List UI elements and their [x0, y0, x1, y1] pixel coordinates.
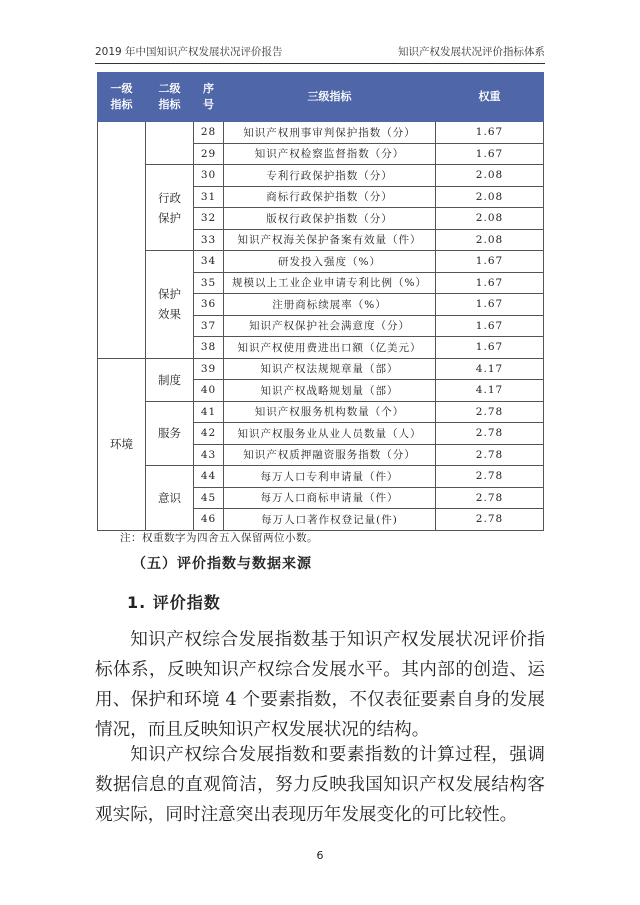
level2-cell: 服务 — [146, 401, 194, 466]
indicator-name-cell: 知识产权服务业从业人员数量（人） — [224, 423, 436, 445]
table-row — [98, 401, 544, 423]
header-report-title: 2019 年中国知识产权发展状况评价报告 — [95, 46, 283, 58]
indicator-name-cell: 知识产权海关保护备案有效量（件） — [224, 229, 436, 251]
weight-cell: 2.78 — [436, 423, 544, 445]
weight-cell: 1.67 — [436, 251, 544, 273]
seq-cell: 42 — [194, 423, 224, 445]
weight-cell: 2.08 — [436, 208, 544, 230]
weight-cell: 1.67 — [436, 143, 544, 165]
indicator-name-cell: 研发投入强度（%） — [224, 251, 436, 273]
header-level2: 二级 指标 — [146, 73, 194, 122]
weight-cell: 4.17 — [436, 358, 544, 380]
weight-cell: 2.78 — [436, 487, 544, 509]
weight-cell: 1.67 — [436, 272, 544, 294]
indicator-name-cell: 每万人口商标申请量（件） — [224, 487, 436, 509]
body-paragraph: 知识产权综合发展指数基于知识产权发展状况评价指标体系，反映知识产权综合发展水平。其内部的创造、运用、保护和环境 4 个要素指数，不仅表征要素自身的发展情况，而且反映知识产权发展状况的结构。 — [95, 630, 545, 740]
header-weight: 权重 — [436, 73, 544, 122]
seq-cell: 29 — [194, 143, 224, 165]
level2-cell: 意识 — [146, 466, 194, 531]
seq-cell: 39 — [194, 358, 224, 380]
indicator-name-cell: 版权行政保护指数（分） — [224, 208, 436, 230]
indicator-name-cell: 知识产权法规规章量（部） — [224, 358, 436, 380]
seq-cell: 28 — [194, 122, 224, 144]
seq-cell: 40 — [194, 380, 224, 402]
header-chapter-title: 知识产权发展状况评价指标体系 — [398, 46, 545, 58]
indicator-name-cell: 知识产权服务机构数量（个） — [224, 401, 436, 423]
seq-cell: 38 — [194, 337, 224, 359]
table-header-row — [98, 73, 544, 122]
weight-cell: 2.78 — [436, 509, 544, 531]
seq-cell: 31 — [194, 186, 224, 208]
table-row — [98, 466, 544, 488]
indicator-name-cell: 知识产权刑事审判保护指数（分） — [224, 122, 436, 144]
indicator-name-cell: 知识产权质押融资服务指数（分） — [224, 444, 436, 466]
body-paragraph: 知识产权综合发展指数和要素指数的计算过程，强调数据信息的直观简洁，努力反映我国知识产权发展结构客观实际，同时注意突出表现历年发展变化的可比较性。 — [95, 745, 545, 825]
weight-cell: 1.67 — [436, 337, 544, 359]
header-level1: 一级 指标 — [98, 73, 146, 122]
weight-cell: 2.78 — [436, 401, 544, 423]
header-divider — [95, 63, 545, 64]
indicator-name-cell: 知识产权检察监督指数（分） — [224, 143, 436, 165]
weight-cell: 2.08 — [436, 186, 544, 208]
seq-cell: 45 — [194, 487, 224, 509]
table-row — [98, 165, 544, 187]
seq-cell: 30 — [194, 165, 224, 187]
indicator-name-cell: 每万人口专利申请量（件） — [224, 466, 436, 488]
section-title: （五）评价指数与数据来源 — [132, 556, 312, 572]
seq-cell: 36 — [194, 294, 224, 316]
seq-cell: 32 — [194, 208, 224, 230]
seq-cell: 46 — [194, 509, 224, 531]
seq-cell: 44 — [194, 466, 224, 488]
subsection-title: 1. 评价指数 — [127, 593, 221, 612]
indicator-name-cell: 知识产权保护社会满意度（分） — [224, 315, 436, 337]
weight-cell: 2.78 — [436, 466, 544, 488]
seq-cell: 41 — [194, 401, 224, 423]
weight-cell: 1.67 — [436, 315, 544, 337]
seq-cell: 35 — [194, 272, 224, 294]
level1-cell — [98, 122, 146, 359]
level2-cell — [146, 122, 194, 165]
weight-cell: 4.17 — [436, 380, 544, 402]
level2-cell: 行政 保护 — [146, 165, 194, 251]
seq-cell: 34 — [194, 251, 224, 273]
table-row — [98, 358, 544, 380]
seq-cell: 33 — [194, 229, 224, 251]
indicator-name-cell: 知识产权使用费进出口额（亿美元） — [224, 337, 436, 359]
weight-cell: 2.78 — [436, 444, 544, 466]
indicator-name-cell: 专利行政保护指数（分） — [224, 165, 436, 187]
table-note: 注：权重数字为四舍五入保留两位小数。 — [120, 532, 318, 544]
header-seq: 序 号 — [194, 73, 224, 122]
indicator-name-cell: 每万人口著作权登记量(件) — [224, 509, 436, 531]
level1-cell: 环境 — [98, 358, 146, 530]
level2-cell: 制度 — [146, 358, 194, 401]
table-row — [98, 251, 544, 273]
page-number: 6 — [316, 849, 324, 862]
table-row — [98, 122, 544, 144]
indicator-name-cell: 注册商标续展率（%） — [224, 294, 436, 316]
weight-cell: 1.67 — [436, 294, 544, 316]
weight-cell: 2.08 — [436, 229, 544, 251]
indicator-name-cell: 知识产权战略规划量（部） — [224, 380, 436, 402]
seq-cell: 37 — [194, 315, 224, 337]
header-level3: 三级指标 — [224, 73, 436, 122]
page-header — [95, 44, 545, 59]
indicator-name-cell: 规模以上工业企业申请专利比例（%） — [224, 272, 436, 294]
weight-cell: 1.67 — [436, 122, 544, 144]
level2-cell: 保护 效果 — [146, 251, 194, 359]
seq-cell: 43 — [194, 444, 224, 466]
indicator-name-cell: 商标行政保护指数（分） — [224, 186, 436, 208]
indicator-table — [97, 72, 544, 531]
weight-cell: 2.08 — [436, 165, 544, 187]
